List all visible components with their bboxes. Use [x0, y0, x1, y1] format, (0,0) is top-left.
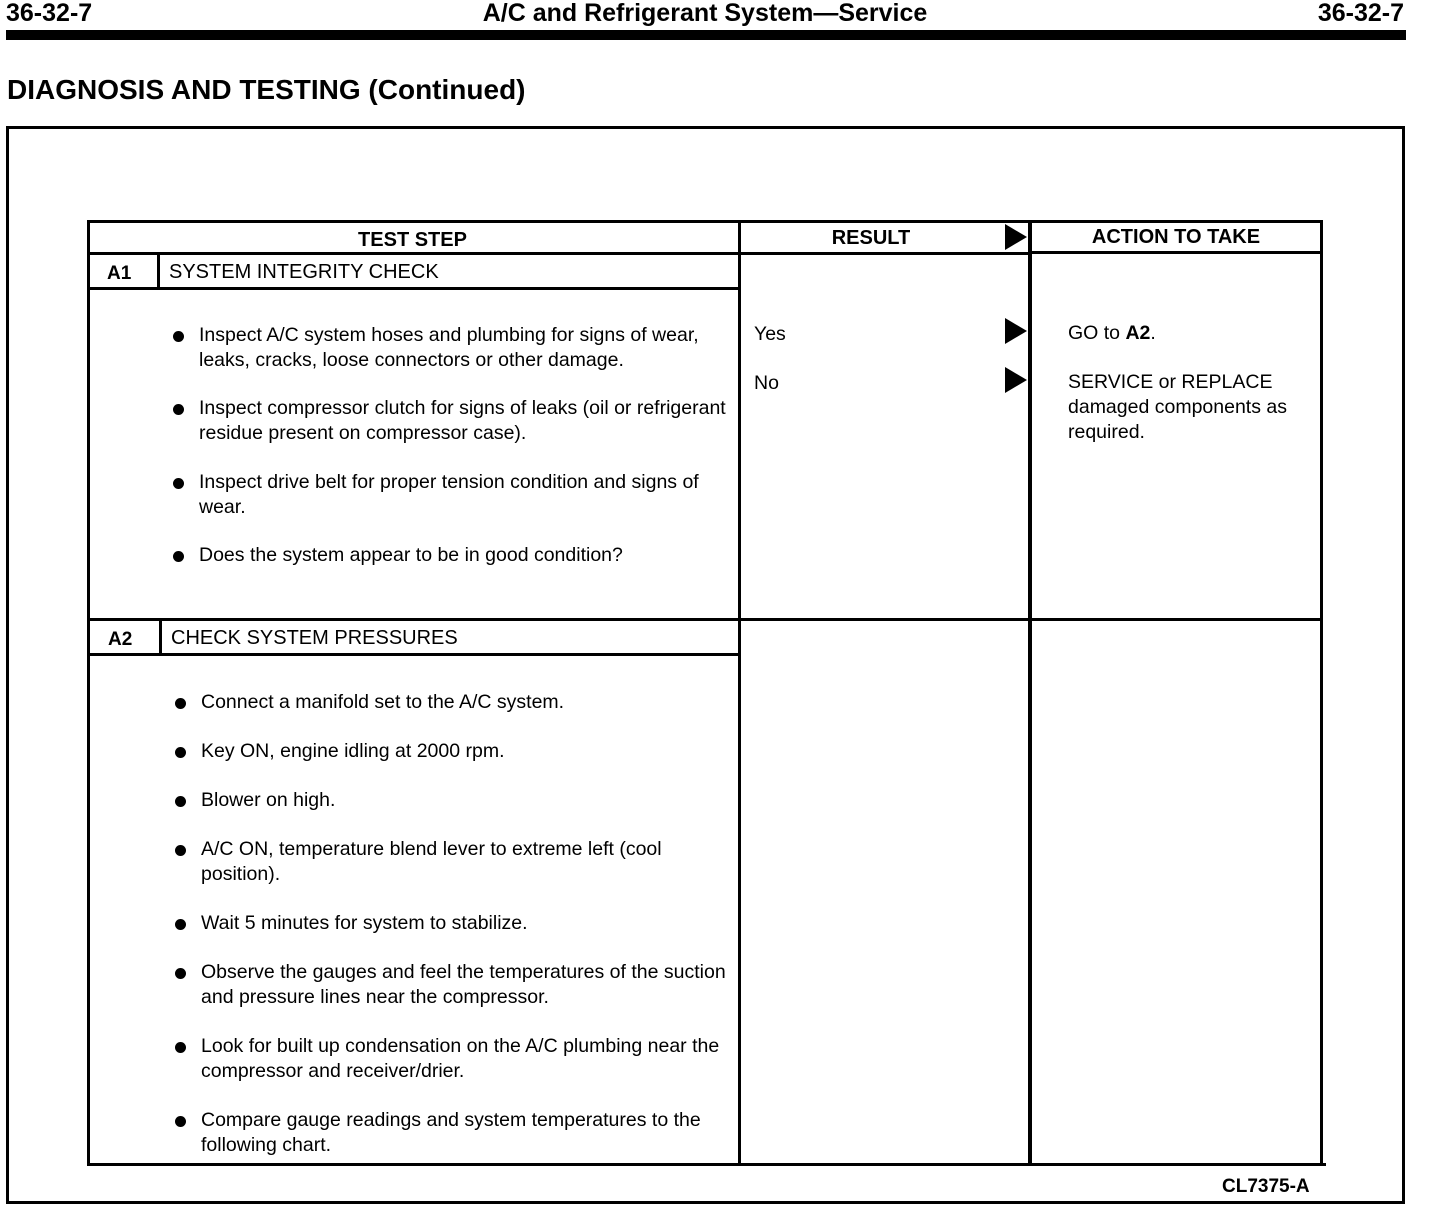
step-title-a1: SYSTEM INTEGRITY CHECK: [169, 261, 439, 283]
header-underline-left: [87, 252, 741, 255]
a1-action-yes-end: .: [1150, 322, 1156, 344]
table-bottom-border: [89, 1163, 1326, 1166]
a1-action-yes: [1068, 321, 1308, 346]
table-top-border: [87, 220, 1323, 223]
step-separator: [87, 618, 1323, 621]
a1-action-no: [1068, 370, 1293, 445]
a1-bullet-list: [171, 323, 731, 568]
header-underline-result: [738, 252, 1030, 255]
a1-result-no: No: [754, 372, 779, 394]
yes-arrow-icon: [1005, 318, 1027, 344]
step-id-a1: A1: [107, 263, 132, 284]
page-title: A/C and Refrigerant System—Service: [482, 0, 928, 27]
step-id-a2: A2: [108, 629, 133, 650]
section-title: DIAGNOSIS AND TESTING (Continued): [7, 74, 526, 105]
page-number-right: 36-32-7: [1317, 0, 1404, 27]
page-number-left: 36-32-7: [6, 0, 93, 27]
list-item: Wait 5 minutes for system to stabilize.: [173, 911, 733, 936]
step-title-a2: CHECK SYSTEM PRESSURES: [171, 627, 458, 649]
diagnostic-table: [87, 220, 1323, 1166]
column-header-action: ACTION TO TAKE: [1091, 226, 1261, 248]
list-item: Blower on high.: [173, 788, 733, 813]
header-underline-action: [1028, 251, 1323, 254]
a1-action-no-text: SERVICE or REPLACE damaged components as required.: [1068, 371, 1287, 443]
a1-header-underline: [87, 287, 741, 290]
list-item: Inspect compressor clutch for signs of leaks (oil or refrigerant residue present on compressor case).: [171, 396, 731, 446]
a2-bullet-list: [173, 690, 733, 1158]
list-item: Look for built up condensation on the A/C plumbing near the compressor and receiver/drier.: [173, 1034, 733, 1084]
list-item: Inspect A/C system hoses and plumbing for signs of wear, leaks, cracks, loose connectors or other damage.: [171, 323, 731, 373]
result-column-divider: [738, 222, 741, 1166]
a1-action-yes-text: GO to: [1068, 322, 1126, 344]
list-item: Observe the gauges and feel the temperatures of the suction and pressure lines near the compressor.: [173, 960, 733, 1010]
no-arrow-icon: [1005, 367, 1027, 393]
list-item: Inspect drive belt for proper tension condition and signs of wear.: [171, 470, 731, 520]
figure-code: CL7375-A: [1222, 1176, 1310, 1197]
list-item: Key ON, engine idling at 2000 rpm.: [173, 739, 733, 764]
table-left-border: [87, 220, 90, 1166]
a2-header-underline: [87, 653, 741, 656]
result-arrow-icon: [1005, 224, 1027, 250]
column-header-test-step: TEST STEP: [358, 229, 467, 251]
a1-action-yes-step: A2: [1125, 322, 1151, 344]
column-header-result: RESULT: [831, 227, 911, 249]
action-column-divider: [1028, 220, 1032, 1166]
a2-id-divider: [159, 620, 162, 655]
list-item: Compare gauge readings and system temperatures to the following chart.: [173, 1108, 733, 1158]
a1-id-divider: [157, 254, 160, 288]
list-item: A/C ON, temperature blend lever to extreme left (cool position).: [173, 837, 733, 887]
list-item: Connect a manifold set to the A/C system.: [173, 690, 733, 715]
a1-result-yes: Yes: [754, 323, 786, 345]
list-item: Does the system appear to be in good condition?: [171, 543, 731, 568]
table-right-border: [1320, 220, 1323, 1166]
header-rule: [6, 30, 1406, 40]
